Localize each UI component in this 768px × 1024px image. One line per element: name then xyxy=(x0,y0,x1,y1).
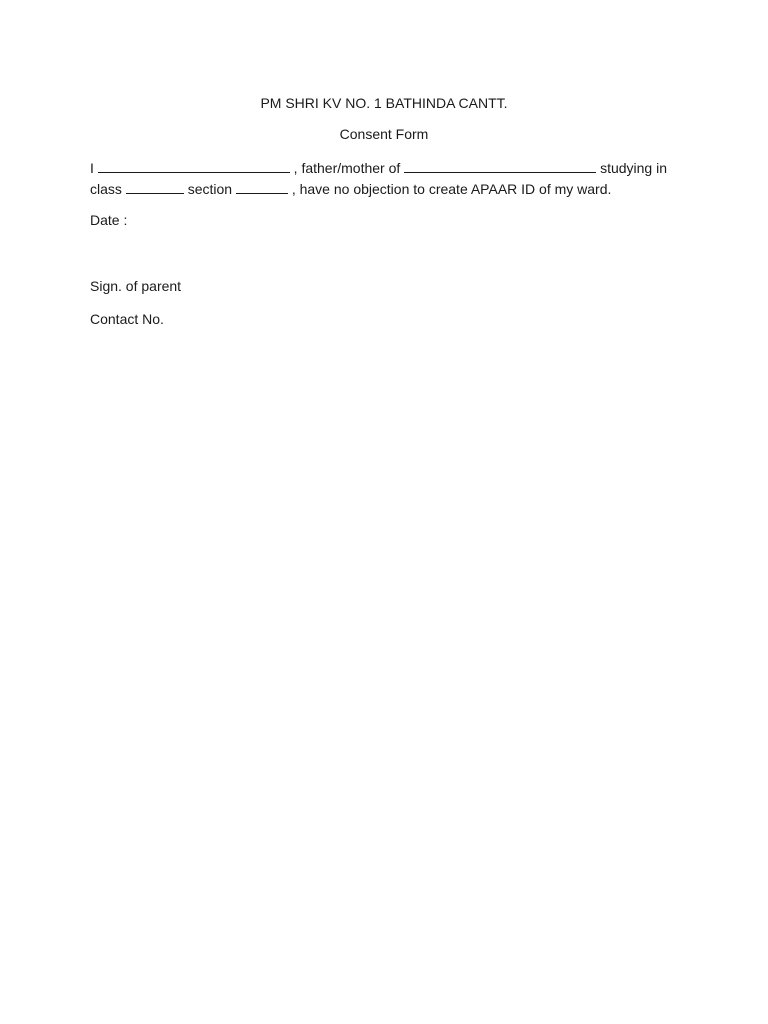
statement-studying-in: studying in xyxy=(600,160,667,176)
statement-father-mother-of: , father/mother of xyxy=(293,160,401,176)
section-blank[interactable] xyxy=(236,181,288,194)
statement-objection-text: , have no objection to create APAAR ID of my ward. xyxy=(291,181,612,197)
statement-pronoun: I xyxy=(90,160,94,176)
parent-name-blank[interactable] xyxy=(98,160,290,173)
class-blank[interactable] xyxy=(126,181,184,194)
consent-statement xyxy=(90,158,690,200)
ward-name-blank[interactable] xyxy=(404,160,596,173)
parent-signature-label: Sign. of parent xyxy=(90,278,182,294)
school-name-heading: PM SHRI KV NO. 1 BATHINDA CANTT. xyxy=(260,95,508,111)
contact-number-label: Contact No. xyxy=(90,311,164,327)
form-title: Consent Form xyxy=(339,126,429,142)
statement-line-2 xyxy=(90,179,690,200)
statement-line-1 xyxy=(90,158,690,179)
date-label: Date : xyxy=(90,212,128,228)
statement-class-label: class xyxy=(90,181,122,197)
statement-section-label: section xyxy=(187,181,233,197)
